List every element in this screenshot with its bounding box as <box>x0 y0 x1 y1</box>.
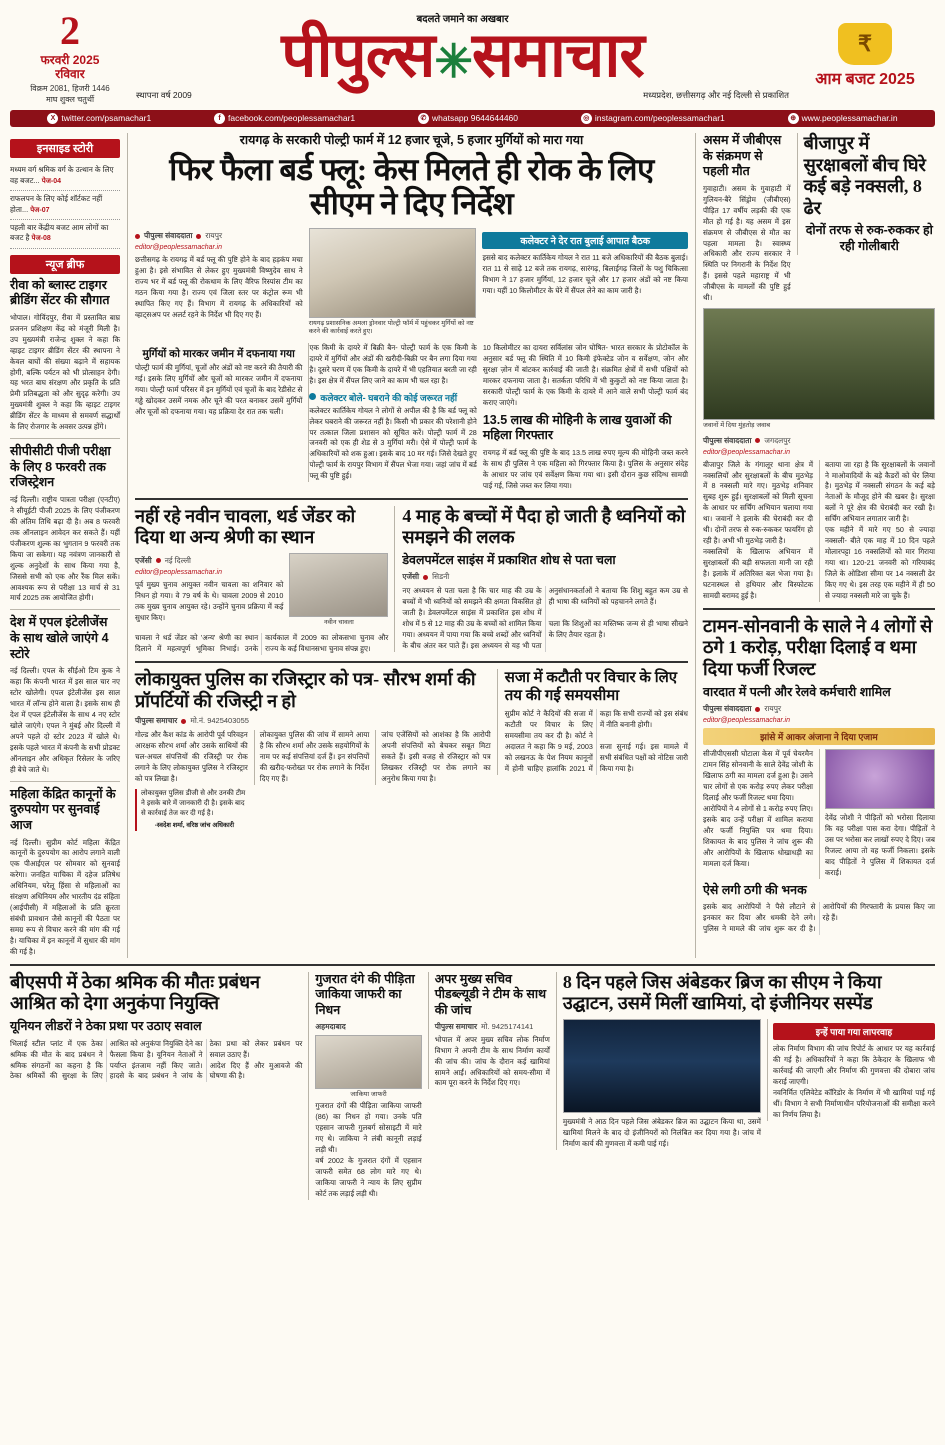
lead-body-3: एक किमी के दायरे में बिक्री बैन- पोल्ट्री फार्म के एक किमी के दायरे में मुर्गियों और अंडों की खरीदी-बिक्री पर बैन लगा दिया गया है। दूसरे चरण में एक किमी के दायरे में भी एहतियात बरती जा रही है। इस क्षेत्र में सैंपल लिए जाने का काम भी चल रहा है। <box>309 342 477 385</box>
facebook-icon: f <box>214 113 225 124</box>
lokayukt-body-3: जांच एजेंसियों को आशंका है कि आरोपी अपनी संपत्तियों को बेचकर सबूत मिटा सकते हैं। इसी वजह से रजिस्ट्रार को पत्र लिखकर रजिस्ट्री पर रोक लगाने का अनुरोध किया गया है। <box>381 730 491 783</box>
social-facebook[interactable] <box>214 113 355 124</box>
lead-bullet-1-text: कलेक्टर बोले- घबराने की कोई जरूरत नहीं <box>320 392 458 403</box>
children-byline-name: एजेंसी <box>402 572 420 582</box>
bridge-body-3: नवनिर्मित एलिवेटेड कॉरिडोर के निर्माण में भी खामियां पाई गई थीं। विभाग ने सभी निर्माणाधीन परियोजनाओं की समीक्षा करने का निर्णय लिया है। <box>772 1087 935 1119</box>
bijapur-byline <box>703 436 935 446</box>
bijapur-byline-name: पीपुल्स संवाददाता <box>703 435 752 445</box>
bullet-dot-icon <box>755 707 760 712</box>
date-block <box>10 8 130 104</box>
money-bag-icon <box>838 23 892 65</box>
taman-story[interactable] <box>703 616 935 935</box>
naveen-body-2: चावला ने थर्ड जेंडर को 'अन्य' श्रेणी का स्थान दिलाने में महत्वपूर्ण भूमिका निभाई। उनके कार्यकाल में 2009 का लोकसभा चुनाव और राज्य के कई विधानसभा चुनाव संपन्न हुए। <box>135 633 389 654</box>
bullet-dot-icon <box>196 234 201 239</box>
lead-kicker: रायगढ़ के सरकारी पोल्ट्री फार्म में 12 हजार चूजे, 5 हजार मुर्गियों को मारा गया <box>239 132 584 147</box>
gujarat-byline-name: अहमदाबाद <box>315 1021 346 1031</box>
naveen-headline: नहीं रहे नवीन चावला, थर्ड जेंडर को दिया था अन्य श्रेणी का स्थान <box>135 505 356 548</box>
gujarat-headline: गुजरात दंगे की पीड़िता जाकिया जाफरी का निधन <box>315 971 415 1018</box>
date-day: 2 <box>60 8 80 53</box>
inside-item-page: पेज-04 <box>41 177 62 185</box>
bijapur-story[interactable] <box>797 133 935 255</box>
news-brief-title: न्यूज ब्रीफ <box>10 255 120 274</box>
established-year: स्थापना वर्ष 2009 <box>136 89 192 100</box>
date-weekday: रविवार <box>55 66 85 81</box>
inside-item[interactable] <box>10 191 120 220</box>
children-headline: 4 माह के बच्चों में पैदा हो जाती है ध्वनियों को समझने की ललक <box>402 505 686 548</box>
bijapur-email: editor@peoplessamachar.in <box>703 448 791 456</box>
naveen-email: editor@peoplessamachar.in <box>135 568 223 576</box>
inside-item-text: मध्यम वर्ग श्रमिक वर्ग के उत्थान के लिए वह बजट... <box>10 164 114 185</box>
gujarat-body-2: वर्ष 2002 के गुजरात दंगों में एहसान जाफरी समेत 68 लोग मारे गए थे। जाकिया जाफरी ने न्याय के लिए सुप्रीम कोर्ट तक लड़ाई लड़ी थी। <box>315 1155 422 1198</box>
punishment-body-2: अदालत ने कहा कि 9 मई, 2003 को लखनऊ के पेश नियम कानूनों में होनी चाहिए हालांकि 2021 में सजा सुनाई गई। इस मामले में सभी संबंधित पक्षों को नोटिस जारी किया गया है। <box>504 741 688 773</box>
bijapur-body-4: एक महीने में मारे गए 50 से ज्यादा नक्सली- बीते एक माह में 10 दिन पहले मोलारपट्टा 16 नक्सलियों को मार गिराया गया था। 120-21 जनवरी को गरियाबंद जिले के ओडिशा सीमा पर 14 नक्सली ढेर किए गए थे। इस तरह एक महीने में ही 50 से ज्यादा नक्सली मारे जा चुके हैं। <box>825 525 935 600</box>
bullet-dot-icon <box>156 558 161 563</box>
title-wrap <box>130 11 795 101</box>
taman-email: editor@peoplessamachar.in <box>703 717 791 725</box>
lead-bullet-1 <box>309 391 476 404</box>
editions-line: मध्यप्रदेश, छत्तीसगढ़ और नई दिल्ली से प्रकाशित <box>643 89 789 100</box>
paper-title-left: पीपुल्स <box>281 21 435 90</box>
taman-byline <box>703 704 935 714</box>
social-website-text: www.peoplessamachar.in <box>801 113 898 124</box>
bijapur-place: जगदलपुर <box>764 435 791 445</box>
bijapur-body-3: बताया जा रहा है कि सुरक्षाबलों के जवानों ने माओवादियों के बड़े कैडरों को घेर लिया है। मुठभेड़ में नक्सली संगठन के कई बड़े नेताओं के मौजूद होने की खबर है। सुरक्षा बलों ने पूरे क्षेत्र की घेराबंदी कर रखी है। सर्चिंग अभियान लगातार जारी है। <box>825 459 935 524</box>
taman-body-2: आरोपियों ने 4 लोगों से 1 करोड़ रुपए लिए। इसके बाद उन्हें परीक्षा में शामिल कराया और फर्जी नियुक्ति पत्र थमा दिया। शिकायत के बाद पुलिस ने जांच शुरू की और आरोपियों के खिलाफ धोखाधड़ी का मामला दर्ज किया। <box>703 803 813 868</box>
pwd-body-1: भोपाल में अपर मुख्य सचिव लोक निर्माण विभाग ने अपनी टीम के साथ निर्माण कार्यों की जांच की। जांच के दौरान कई खामियां सामने आईं। अधिकारियों को समय-सीमा में काम पूरा करने के निर्देश दिए गए। <box>434 1034 550 1088</box>
bspl-body-1: भिलाई स्टील प्लांट में एक ठेका श्रमिक की मौत के बाद प्रबंधन ने आश्रित को अनुकंपा नियुक्ति देने का फैसला किया है। यूनियन नेताओं ने ठेका प्रथा को लेकर प्रबंधन पर सवाल उठाए हैं। <box>10 1038 303 1059</box>
bridge-story[interactable] <box>556 972 935 1150</box>
bridge-subhead: इन्हें पाया गया लापरवाह <box>773 1023 935 1040</box>
naveen-byline-name: एजेंसी <box>135 555 152 565</box>
right-column <box>695 133 935 958</box>
gujarat-photo-caption: जाकिया जाफरी <box>350 1090 387 1098</box>
bijapur-body-2: नक्सलियों के खिलाफ अभियान में सुरक्षाबलों की बड़ी सफलता मानी जा रही है। इलाके में अतिरिक्त बल भेजा गया है। घटनास्थल से हथियार और विस्फोटक सामग्री बरामद हुई है। <box>703 547 813 600</box>
lokayukt-note-text: लोकायुक्त पुलिस डीजी से और उनकी टीम ने इसके बारे में जानकारी दी है। इसके बाद से कार्रवाई तेज कर दी गई है। <box>141 789 246 818</box>
taman-photo <box>825 749 935 809</box>
mid-row-3 <box>135 669 688 831</box>
social-whatsapp[interactable] <box>418 113 518 124</box>
lead-sub-1: मुर्गियों को मारकर जमीन में दफनाया गया <box>142 347 295 360</box>
masthead-subline <box>130 90 795 101</box>
inside-item[interactable] <box>10 162 120 191</box>
bspl-subhead: यूनियन लीडरों ने ठेका प्रथा पर उठाए सवाल <box>10 1019 202 1034</box>
pwd-byline <box>435 1022 550 1032</box>
naveen-story[interactable] <box>135 506 388 656</box>
children-subhead: डेवलपमेंटल साइंस में प्रकाशित शोध से पता चला <box>402 552 616 567</box>
date-month: फरवरी 2025 <box>40 53 100 67</box>
date-tithi: माघ शुक्ल चतुर्थी <box>45 94 95 104</box>
brief-item[interactable] <box>10 787 120 958</box>
taman-body-4: इसके बाद आरोपियों ने पैसे लौटाने से इनकार कर दिया और धमकी देने लगे। पुलिस ने मामले की जांच शुरू कर दी है। आरोपियों की गिरफ्तारी के प्रयास किए जा रहे हैं। <box>703 902 935 934</box>
inside-story-title: इनसाइड स्टोरी <box>10 139 120 158</box>
inside-item-page: पेज-08 <box>31 235 51 243</box>
bottom-strip <box>10 972 935 1200</box>
bullet-dot-icon <box>135 234 140 239</box>
bijapur-subhead: दोनों तरफ से रुक-रुककर हो रही गोलीबारी <box>805 223 933 253</box>
right-top-row <box>703 133 935 304</box>
children-byline <box>402 572 688 582</box>
masthead <box>10 8 935 104</box>
inside-item-page: पेज-07 <box>30 206 50 214</box>
star-icon: ✳ <box>434 35 472 87</box>
lead-sub-2: 13.5 लाख की मोहिनी के लाख युवाओं की महिला गिरफ्तार <box>482 412 672 443</box>
lead-byline <box>135 231 303 241</box>
taman-sidebar-title: झांसे में आकर अंजाना ने दिया एजाम <box>703 728 935 745</box>
lokayukt-byline-name: पीपुल्स समाचार <box>135 716 178 726</box>
lead-body-6: 10 किलोमीटर का दायरा सर्विलांस जोन घोषित- भारत सरकार के प्रोटोकॉल के अनुसार बर्ड फ्लू की स्थिति में 10 किमी इंफेक्टेड जोन व सर्वेक्षण, जोन और सुरक्षा ज़ोन में बांटकर कार्रवाई की जाती है। संक्रमित क्षेत्रों में सभी पक्षियों को मारकर दफनाया जाता है। सतर्कता परिधि में भी कुकुटों को नष्ट किया जाता है। सरकारी पोल्ट्री फार्म के एक किमी के दायरे में आने वाले सभी पोल्ट्री फार्म बंद कराए जाएंगे। <box>482 342 689 407</box>
brief-item[interactable] <box>10 615 120 775</box>
lead-body-1: छत्तीसगढ़ के रायगढ़ में बर्ड फ्लू की पुष्टि होने के बाद हड़कंप मचा हुआ है। इसे संभावित से लेकर हुए मुख्यमंत्री विष्णुदेव साथ ने राज्य भर में बर्ड फ्लू की रोकथाम के लिए वैरिफ रिस्पांस टीम का गठन किया गया है। राज्य एवं जिला स्तर पर कंट्रोल रूम भी स्थापित किए गए हैं। विभाग में रायगढ़ के अधिकारियों को व्हाट्सअप पर अलर्ट रहने के निर्देश भी दिए गए हैं। <box>135 255 303 319</box>
social-website[interactable] <box>788 113 898 124</box>
taman-byline-name: पीपुल्स संवाददाता <box>703 704 752 714</box>
children-story[interactable] <box>394 506 688 652</box>
lokayukt-byline <box>135 716 491 726</box>
brief-item[interactable] <box>10 278 120 434</box>
assam-body: गुवाहाटी। असम के गुवाहाटी में गुलियन-बैरे सिंड्रोम (जीबीएस) पीड़ित 17 वर्षीय लड़की की एक मौत हो गई है। यह असम में इस संक्रमण से जीबीएस से मौत का पहला मामला है। स्वास्थ्य अधिकारी और राज्य सरकार ने स्थिति पर निगरानी के निर्देश दिए हैं। इससे पहले महाराष्ट्र में भी जीबीएस के मामलों की पुष्टि हुई थी। <box>703 183 791 303</box>
punishment-body-1: सुप्रीम कोर्ट ने कैदियों की सजा में कटौती पर विचार के लिए समयसीमा तय कर दी है। कोर्ट ने कहा कि सभी राज्यों को इस संबंध में नीति बनानी होगी। <box>504 709 688 740</box>
lokayukt-story[interactable] <box>135 669 491 831</box>
bullet-dot-icon <box>755 438 760 443</box>
center-column <box>127 133 688 958</box>
taman-sub-2: ऐसे लगी ठगी की भनक <box>703 882 807 897</box>
brief-head: देश में एपल इंटेलीजेंस के साथ खोले जाएंगे 4 स्टोरे <box>10 615 109 661</box>
taman-body-3: देवेंद्र जोशी ने पीड़ितों को भरोसा दिलाया कि वह परीक्षा पास करा देगा। पीड़ितों ने उस पर भरोसा कर लाखों रुपए दे दिए। जब रिजल्ट आया तो वह फर्जी निकला। इसके बाद पीड़ितों ने पुलिस में शिकायत दर्ज कराई। <box>825 813 935 877</box>
lead-headline: फिर फैला बर्ड फ्लू: केस मिलते ही रोक के लिए सीएम ने दिए निर्देश <box>169 151 654 222</box>
main-content <box>10 133 935 958</box>
pwd-story[interactable] <box>428 972 550 1090</box>
lead-email: editor@peoplessamachar.in <box>135 244 223 252</box>
naveen-body-1: पूर्व मुख्य चुनाव आयुक्त नवीन चावला का शनिवार को निधन हो गया। वे 79 वर्ष के थे। चावला 2009 से 2010 तक मुख्य चुनाव आयुक्त रहे। उन्होंने चुनाव प्रक्रिया में कई सुधार किए। <box>135 579 284 622</box>
lead-story[interactable] <box>135 133 688 492</box>
brief-head: रीवा को ब्लास्ट टाइगर ब्रीडिंग सेंटर की सौगात <box>10 277 110 308</box>
bspl-body-2: श्रमिक संगठनों का कहना है कि ठेका श्रमिकों की सुरक्षा के लिए पर्याप्त इंतजाम नहीं किए जाते। हादसे के बाद प्रबंधन ने जांच के आदेश दिए हैं और मुआवजे की घोषणा की है। <box>10 1060 303 1081</box>
inside-item-text: राफलपन के लिए कोई शॉर्टकट नहीं होता... <box>10 193 103 214</box>
twitter-icon: X <box>47 113 58 124</box>
bijapur-body-1: बीजापुर जिले के गंगालूर थाना क्षेत्र में नक्सलियों और सुरक्षाबलों के बीच मुठभेड़ में 8 नक्सली मारे गए। मुठभेड़ शनिवार सुबह शुरू हुई। सुरक्षाबलों को मिली सूचना के आधार पर सर्चिंग अभियान चलाया गया था। जवानों ने इलाके की घेराबंदी कर दी थी। दोनों तरफ से रुक-रुककर फायरिंग हो रही है। अभी भी मुठभेड़ जारी है। <box>703 459 813 546</box>
punishment-story[interactable] <box>497 669 688 775</box>
children-place: सिडनी <box>432 572 450 582</box>
children-body-2: शोध में 5 से 12 माह की उम्र के बच्चों को शामिल किया गया। अध्ययन में पाया गया कि बच्चे शब्दों और ध्वनियों के बीच अंतर कर पाते हैं। इस अध्ययन से यह भी पता चला कि शिशुओं का मस्तिष्क जन्म से ही भाषा सीखने के लिए तैयार रहता है। <box>402 619 688 651</box>
whatsapp-icon: ✆ <box>418 113 429 124</box>
pwd-headline: अपर मुख्य सचिव पीडब्ल्यूडी ने टीम के साथ की जांच <box>434 971 547 1018</box>
taman-headline: टामन-सोनवानी के साले ने 4 लोगों से ठगे 1 करोड़, परीक्षा दिलाई व थमा दिया फर्जी रिजल्ट <box>703 615 933 679</box>
social-twitter[interactable] <box>47 113 151 124</box>
paper-title <box>130 21 795 90</box>
inside-item-text: पहली बार केंद्रीय बजट आम लोगों का बजट है <box>10 222 109 243</box>
bullet-dot-icon <box>309 393 316 400</box>
tagline: बदलते जमाने का अखबार <box>416 13 509 25</box>
lead-byline-place: रायपुर <box>205 231 223 241</box>
children-body-1: नए अध्ययन से पता चला है कि चार माह की उम्र के बच्चों में भी ध्वनियों को समझने की क्षमता विकसित हो जाती है। डेवलपमेंटल साइंस में प्रकाशित इस शोध में अनुसंधानकर्ताओं ने बताया कि शिशु बहुत कम उम्र से ही भाषा की ध्वनियों को पहचानने लगते हैं। <box>402 586 688 618</box>
pwd-phone: मो. 9425174141 <box>481 1021 534 1031</box>
lead-body-7: रायगढ़ में बर्ड फ्लू की पुष्टि के बाद 13.5 लाख रुपए मूल्य की मोहिनी जब्त करने के साथ ही पुलिस ने एक महिला को गिरफ्तार किया है। पुलिस के अनुसार संदेह के आधार पर जांच एवं सर्वेक्षण किया गया था। इसी दौरान कुछ संदिग्ध सामग्री पाई गई, जिसे जब्त कर लिया गया। <box>482 447 689 490</box>
lead-body-4: इससे बाद कलेक्टर कार्तिकेय गोयल ने रात 11 बजे अधिकारियों की बैठक बुलाई। रात 11 से साढ़े 12 बजे तक रायगढ़, सारंगढ़, बिलाईगढ़ जिलों के पशु चिकित्सा विभाग ने 17 हजार मुर्गियां, 12 हजार चूजे और 17 हजार अंडों को नष्ट किया गया। यहीं 10 किलोमीटर के घेरे में सैंपल लेने का काम जारी है। <box>482 253 689 295</box>
bridge-headline: 8 दिन पहले जिस अंबेडकर ब्रिज का सीएम ने किया उद्घाटन, उसमें मिलीं खामियां, दो इंजीनियर सस्पेंड <box>562 971 882 1014</box>
taman-subhead: वारदात में पत्नी और रेलवे कर्मचारी शामिल <box>703 684 891 699</box>
gujarat-byline <box>315 1022 421 1032</box>
naveen-byline <box>135 556 283 566</box>
brief-body: नई दिल्ली। राष्ट्रीय पात्रता परीक्षा (एनटीए) ने सीयूईटी पीजी 2025 के लिए पंजीकरण की अंतिम तिथि बढ़ा दी है। अब 8 फरवरी तक ऑनलाइन आवेदन कर सकते हैं। यहीं पंजीकरण शुल्क का भुगतान 9 फरवरी तक किया जा सकेगा। यह नवंत्रण जानकारी से शुल्क अनुदेशों के साथ किया गया है, जिससे सभी को एक और रैंक मिल सकें। आवश्यक रूप से परीक्षा 13 मार्च से 31 मार्च 2025 तक आयोजित होगी। <box>10 495 120 603</box>
budget-label: आम बजट 2025 <box>815 70 915 88</box>
lokayukt-note <box>135 789 248 831</box>
taman-body-1: सीजीपीएससी घोटाला केस में पूर्व चेयरमैन टामन सिंह सोनवानी के साले देवेंद्र जोशी के खिलाफ ठगी का मामला दर्ज हुआ है। उसने चार लोगों से एक करोड़ रुपए लेकर परीक्षा दिलाई और फर्जी रिजल्ट थमा दिया। <box>703 749 813 802</box>
lokayukt-headline: लोकायुक्त पुलिस का रजिस्ट्रार को पत्र- सौरभ शर्मा की प्रॉपर्टियों की रजिस्ट्री न हो <box>135 669 476 711</box>
bullet-dot-icon <box>181 719 186 724</box>
bijapur-headline: बीजापुर में सुरक्षाबलों बीच घिरे कई बड़े नक्सली, 8 ढेर <box>803 132 926 218</box>
social-facebook-text: facebook.com/peoplessamachar1 <box>228 113 356 124</box>
social-bar <box>10 110 935 127</box>
lokayukt-phone: मो.नं. 9425403055 <box>190 716 249 726</box>
gujarat-photo <box>315 1035 421 1089</box>
bspl-headline: बीएसपी में ठेका श्रमिक की मौतः प्रबंधन आश्रित को देगा अनुकंपा नियुक्ति <box>10 971 261 1014</box>
lokayukt-body-1: गोल्ड और कैश कांड के आरोपी पूर्व परिवहन आरक्षक सौरभ शर्मा और उसके साथियों की चल-अचल संपत्तियों की रजिस्ट्री पर रोक लगाने के लिए लोकायुक्त पुलिस ने रजिस्ट्रार को पत्र लिखा है। <box>135 730 248 783</box>
naveen-photo <box>289 553 388 617</box>
social-instagram[interactable] <box>581 113 725 124</box>
bridge-body-1: मुख्यमंत्री ने आठ दिन पहले जिस अंबेडकर ब्रिज का उद्घाटन किया था, उसमें खामियां मिलने के बाद दो इंजीनियरों को निलंबित कर दिया गया है। जांच में निर्माण कार्य की गुणवत्ता में कमी पाई गई। <box>562 1117 761 1148</box>
brief-body: नई दिल्ली। सुप्रीम कोर्ट महिला केंद्रित कानूनों के दुरुपयोग का आरोप लगाने वाली एक पीआईएल पर सोमवार को सुनवाई करेगा। जनहित याचिका में दहेज प्रतिषेध अधिनियम, घरेलू हिंसा से महिलाओं का संरक्षण अधिनियम और भारतीय दंड संहिता (आईपीसी) में महिलाओं के प्रति क्रूरता संबंधी प्रावधान जैसे कानूनों की पैठता पर समग्र रूप से विचार करने की मांग की गई है। याचिका में इन कानूनों में सुधार की मांग की गई है। <box>10 837 120 956</box>
brief-head: सीपीसीटी पीजी परीक्षा के लिए 8 फरवरी तक रजिस्ट्रेशन <box>10 444 111 490</box>
bijapur-photo-caption: जवानों में दिया मुंहतोड़ जवाब <box>703 422 771 430</box>
lead-body-2: पोल्ट्री फार्म की मुर्गियां, चूजों और अंडों को नष्ट करने की तैयारी की गई। इसके लिए मुर्गियों और चूजों को मारकर जमीन में दफनाया गया। पोल्ट्री फार्म परिसर में इन मुर्गियों एवं चूजों के बाद रेडीसेट से गड्ढे खोदकर उसमें नमक और चूने की परत बनाकर उसमें मुर्गियों और चूजों को दफनाया गया। यह प्रक्रिया देर रात तक चली। <box>135 362 303 416</box>
mid-row-2 <box>135 506 688 656</box>
gujarat-story[interactable] <box>308 972 421 1200</box>
bridge-photo <box>563 1019 761 1113</box>
lead-subhead-bar: कलेक्टर ने देर रात बुलाई आपात बैठक <box>482 232 688 249</box>
naveen-photo-caption: नवीन चावला <box>323 618 354 626</box>
assam-story[interactable] <box>703 133 791 304</box>
taman-place: रायपुर <box>764 704 782 714</box>
bullet-dot-icon <box>423 575 428 580</box>
paper-title-right: समाचार <box>471 21 644 90</box>
social-instagram-text: instagram.com/peoplessamachar1 <box>594 113 725 124</box>
globe-icon: ⊕ <box>788 113 799 124</box>
inside-item[interactable] <box>10 220 120 249</box>
assam-headline: असम में जीबीएस के संक्रमण से पहली मौत <box>703 132 782 179</box>
budget-block <box>795 23 935 89</box>
brief-head: महिला केंद्रित कानूनों के दुरुपयोग पर सुनवाई आज <box>10 786 116 832</box>
date-vikram: विक्रम 2081, हिजरी 1446 <box>30 83 110 93</box>
brief-body: भोपाल। गोविंदपुर, रीवा में प्रस्तावित बाघ्र प्रजनन प्रशिक्षण केंद्र को मंजूरी मिली है। उप मुख्यमंत्री राजेन्द्र शुक्ल ने कहा कि व्हाइट टाइगर ब्रीडिंग सेंटर की स्थापना ने केवल बाघों की संख्या बढ़ाने में सहायक होगी, बल्कि पर्यटन को भी प्रोत्साहन देगी। यह भरत बाघ संरक्षण और प्रकृति के प्रति प्रेमी प्रतिबद्धता को और सुदृढ़ करेगी। उप मुख्यमंत्री शुक्ल ने कहा कि व्हाइट टाइगर ब्रीडिंग सेंटर के माध्यम से समवर्ण सद्धार्थों के लिए रोजगार के अवसर उत्पन्न होंगे। <box>10 312 120 432</box>
social-twitter-text: twitter.com/psamachar1 <box>61 113 152 124</box>
bspl-story[interactable] <box>10 972 302 1083</box>
lead-body-5: कलेक्टर कार्तिकेय गोयल ने लोगों से अपील की है कि बर्ड फ्लू को लेकर घबराने की जरूरत नहीं है। किसी भी प्रकार की परेशानी होने पर तत्काल जिला प्रशासन को सूचित करें। पोल्ट्री फार्म में 28 जनवरी को एक ही शेड से 3 मुर्गियां मरी। ऐसे में पोल्ट्री फार्म के अधिकारियों को शक हुआ। इसके बाद 10 मर गई। जिसे देखते हुए पोल्ट्री फार्म के रायपुर विभाग में सैंपल भेजा गया। जहां जांच में बर्ड फ्लू की पुष्टि हुई। <box>309 405 477 481</box>
naveen-place: नई दिल्ली <box>164 555 191 565</box>
lead-photo-caption: रायगढ़ प्रशासनिक अमला ड्रोनवार पोल्ट्री फॉर्म में पहुंचकर मुर्गियों को नष्ट करने की कार्रवाई करते हुए। <box>308 320 474 336</box>
pwd-byline-name: पीपुल्स समाचार <box>434 1021 478 1031</box>
lead-byline-name: पीपुल्स संवाददाता <box>144 231 193 241</box>
lead-photo <box>309 228 477 318</box>
bridge-body-2: लोक निर्माण विभाग की जांच रिपोर्ट के आधार पर यह कार्रवाई की गई है। अधिकारियों ने कहा कि ठेकेदार के खिलाफ भी कार्रवाई की जाएगी और निर्माण की गुणवत्ता की दोबारा जांच कराई जाएगी। <box>772 1044 935 1086</box>
left-rail <box>10 133 120 958</box>
lokayukt-note-attribution: -स्वदेश शर्मा, वरिष्ठ जांच अधिकारी <box>154 822 235 830</box>
punishment-headline: सजा में कटौती पर विचार के लिए तय की गई समयसीमा <box>504 670 678 705</box>
gujarat-body-1: गुजरात दंगों की पीड़िता जाकिया जाफरी (86) का निधन हो गया। उनके पति एहसान जाफरी गुलबर्ग सोसाइटी में मारे गए थे। जाकिया ने लंबी कानूनी लड़ाई लड़ी थी। <box>315 1101 422 1154</box>
instagram-icon: ◎ <box>581 113 592 124</box>
social-whatsapp-text: whatsapp 9644644460 <box>431 113 519 124</box>
brief-body: नई दिल्ली। एपल के सीईओ टिम कुक ने कहा कि कंपनी भारत में इस साल चार नए स्टोर खोलेगी। एपल इंटेलीजेंस इस साल भारत में लॉन्च होने वाला है। इसके साथ ही देश में एपल इंटेलीजेंस के साथ 4 नए स्टोर खोले जाएंगे। एपल ने मुंबई और दिल्ली में अपने पहले दो स्टोर 2023 में खोले थे। इसके पहले भारत में कंपनी के सभी प्रोडक्ट ऑनलाइन और अधिकृत रिसेलर के जरिए ही बेचे जाते थे। <box>10 666 120 774</box>
bijapur-photo <box>703 308 935 420</box>
lokayukt-body-2: लोकायुक्त पुलिस की जांच में सामने आया है कि सौरभ शर्मा और उसके सहयोगियों के नाम पर कई संपत्तियां दर्ज हैं। इन संपत्तियों की खरीद-फरोख्त पर रोक लगाने के निर्देश दिए गए हैं। <box>259 730 370 783</box>
brief-item[interactable] <box>10 444 120 604</box>
